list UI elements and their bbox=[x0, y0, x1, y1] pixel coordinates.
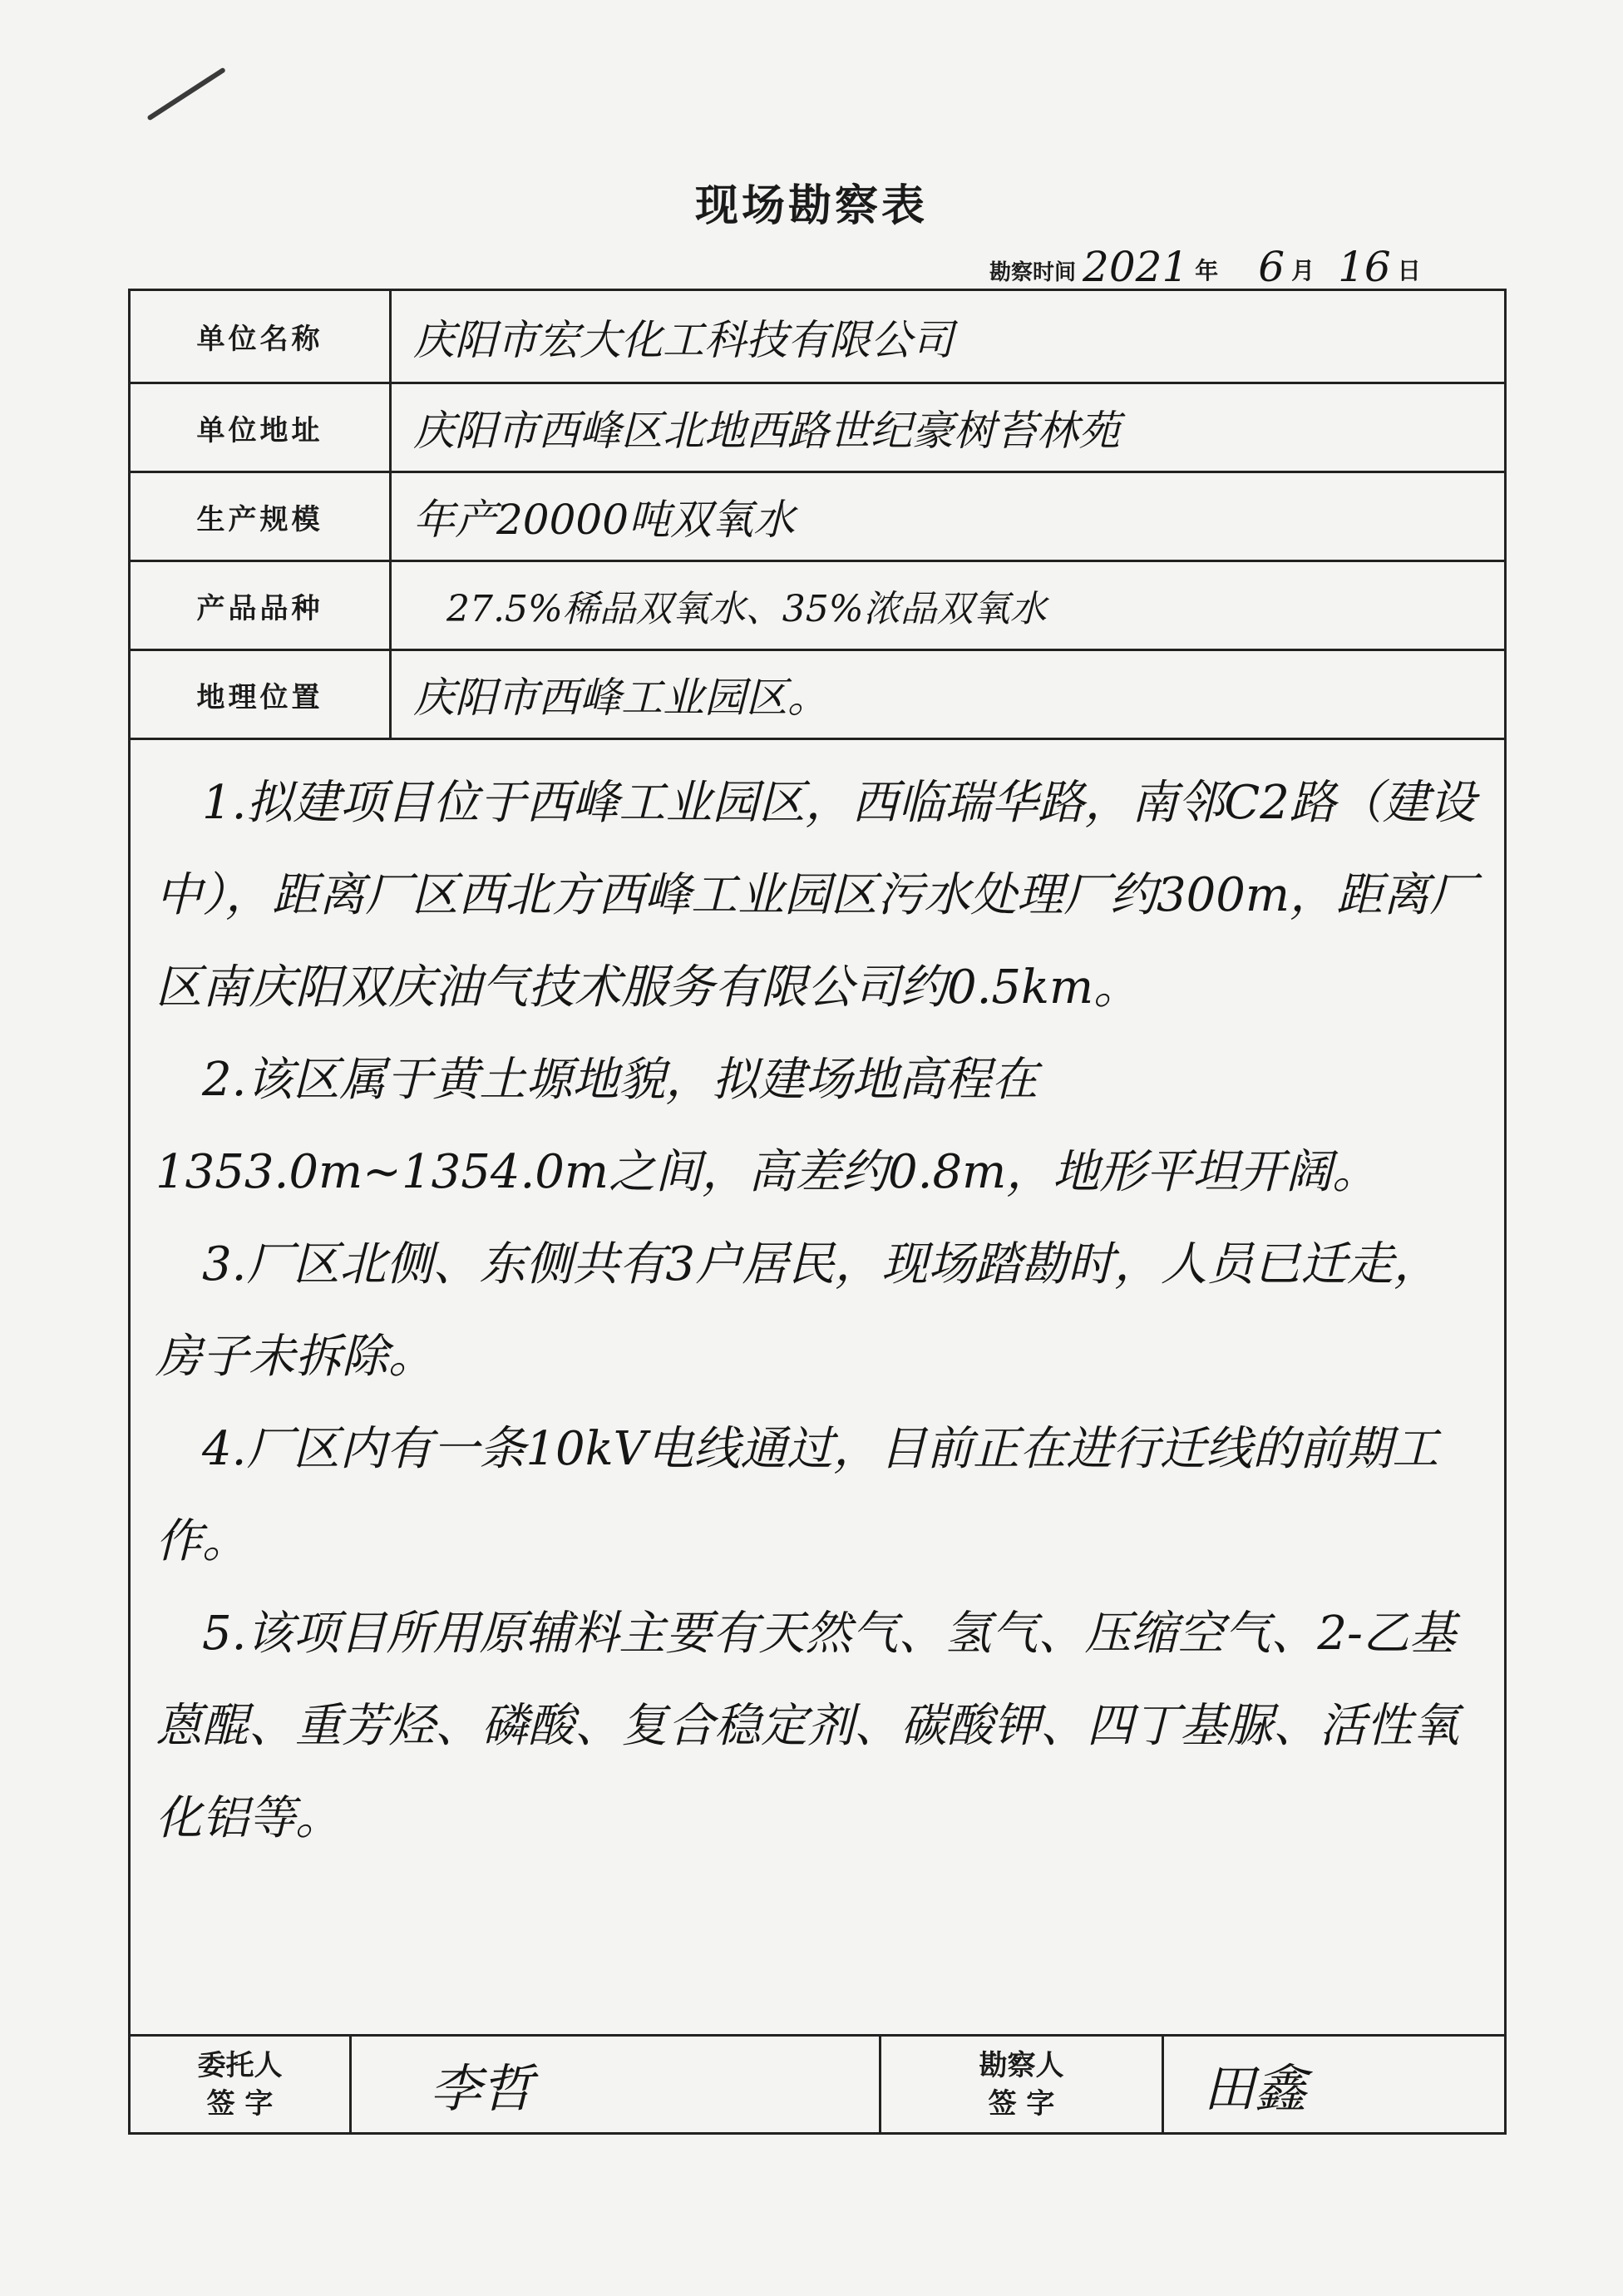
client-signature: 李哲 bbox=[430, 2058, 534, 2119]
signature-row bbox=[131, 2034, 1504, 2132]
field-value: 庆阳市西峰工业园区。 bbox=[413, 674, 829, 722]
field-row-production-scale bbox=[131, 473, 1504, 562]
note-paragraph: 3.厂区北侧、东侧共有3户居民，现场踏勘时，人员已迁走，房子未拆除。 bbox=[155, 1237, 1441, 1384]
surveyor-sign-label bbox=[881, 2037, 1164, 2132]
field-label: 产品品种 bbox=[131, 562, 392, 649]
survey-date bbox=[989, 241, 1421, 291]
note-paragraph: 1.拟建项目位于西峰工业园区，西临瑞华路，南邻C2路（建设中），距离厂区西北方西峰工业园区污水处理厂约300m，距离厂区南庆阳双庆油气技术服务有限公司约0.5km。 bbox=[155, 776, 1476, 1015]
date-day-unit: 日 bbox=[1397, 257, 1421, 284]
survey-form bbox=[128, 289, 1507, 2135]
date-label: 勘察时间 bbox=[989, 260, 1077, 285]
surveyor-label-line2: 签 字 bbox=[988, 2086, 1055, 2121]
note-paragraph: 5.该项目所用原辅料主要有天然气、氢气、压缩空气、2-乙基蒽醌、重芳烃、磷酸、复合稳定剂、碳酸钾、四丁基脲、活性氧化铝等。 bbox=[155, 1607, 1459, 1845]
field-value: 庆阳市宏大化工科技有限公司 bbox=[413, 315, 954, 364]
field-row-location bbox=[131, 651, 1504, 740]
surveyor-label-line1: 勘察人 bbox=[979, 2048, 1064, 2082]
note-paragraph: 4.厂区内有一条10kV电线通过，目前正在进行迁线的前期工作。 bbox=[155, 1422, 1439, 1568]
field-value: 庆阳市西峰区北地西路世纪豪树苔林苑 bbox=[413, 407, 1120, 455]
field-value: 年产20000吨双氧水 bbox=[413, 496, 796, 544]
date-month-unit: 月 bbox=[1291, 257, 1315, 284]
date-day: 16 bbox=[1338, 243, 1391, 291]
date-year: 2021 bbox=[1083, 243, 1189, 291]
field-row-product-type bbox=[131, 562, 1504, 651]
survey-notes bbox=[155, 757, 1479, 1864]
date-month: 6 bbox=[1258, 243, 1285, 291]
field-label: 单位地址 bbox=[131, 384, 392, 471]
date-year-unit: 年 bbox=[1195, 257, 1219, 284]
field-row-unit-address bbox=[131, 384, 1504, 473]
field-row-unit-name bbox=[131, 291, 1504, 384]
client-sign-label bbox=[131, 2037, 352, 2132]
client-label-line1: 委托人 bbox=[197, 2048, 283, 2082]
staple-mark bbox=[146, 67, 226, 121]
field-label: 地理位置 bbox=[131, 651, 392, 738]
field-label: 单位名称 bbox=[131, 291, 392, 382]
field-label: 生产规模 bbox=[131, 473, 392, 560]
note-paragraph: 2.该区属于黄土塬地貌，拟建场地高程在1353.0m~1354.0m之间，高差约0.8m，地形平坦开阔。 bbox=[155, 1053, 1379, 1199]
field-value: 27.5%稀品双氧水、35%浓品双氧水 bbox=[446, 588, 1047, 630]
client-label-line2: 签 字 bbox=[206, 2086, 274, 2121]
surveyor-signature: 田鑫 bbox=[1203, 2058, 1307, 2119]
page-title: 现场勘察表 bbox=[694, 181, 928, 231]
